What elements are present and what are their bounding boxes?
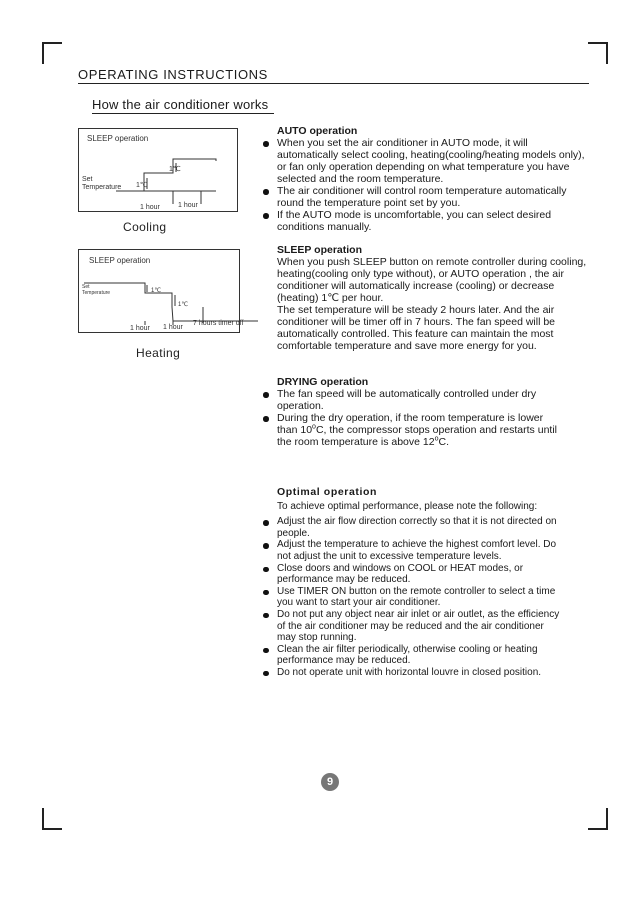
cooling-hour2-label: 1 hour [178, 202, 198, 209]
sleep-operation-text-2: The set temperature will be steady 2 hours later. And the air conditioner will be timer off in 7 hours. The fan speed will be automatically controlled. This feature can maintain the most comfortable temperature and save more energy for you. [277, 304, 556, 352]
optimal-tip-item: Adjust the temperature to achieve the highest comfort level. Do not adjust the unit to excessive temperature levels. [260, 539, 560, 562]
optimal-operation-section [260, 487, 560, 679]
auto-operation-bullet-3: If the AUTO mode is uncomfortable, you can select desired conditions manually. [260, 209, 590, 233]
cooling-sleep-graph [78, 128, 268, 218]
heating-step1-label: 1℃ [151, 288, 162, 294]
corner-mark-top-left [42, 42, 62, 64]
cooling-caption: Cooling [123, 220, 167, 234]
cooling-diagram [78, 128, 268, 238]
cooling-step1-label: 1℃ [136, 182, 148, 189]
heating-diagram [78, 249, 270, 365]
optimal-tip-item: Adjust the air flow direction correctly so that it is not directed on people. [260, 516, 560, 539]
corner-mark-top-right [588, 42, 608, 64]
heating-diagram-title: SLEEP operation [89, 256, 151, 265]
drying-text-part-c: C. [438, 436, 449, 448]
drying-text-part-a: During the dry operation, if the room temperature is lower than 10 [277, 412, 544, 436]
page-subtitle: How the air conditioner works [92, 97, 269, 112]
cooling-step2-label: 1℃ [169, 166, 181, 173]
heating-set-temp-label-line2: Temperature [82, 290, 111, 296]
heating-hour2-label: 1 hour [163, 324, 183, 331]
optimal-tip-item: Clean the air filter periodically, otherwise cooling or heating performance may be reduced. [260, 644, 560, 667]
optimal-operation-intro: To achieve optimal performance, please note the following: [277, 500, 538, 512]
cooling-diagram-title: SLEEP operation [87, 134, 149, 143]
subtitle-underline [92, 113, 274, 114]
section-title: OPERATING INSTRUCTIONS [78, 67, 268, 82]
drying-operation-bullet-1: The fan speed will be automatically controlled under dry operation. [260, 388, 560, 412]
cooling-hour1-label: 1 hour [140, 204, 160, 211]
optimal-tip-item: Do not operate unit with horizontal louvre in closed position. [260, 667, 560, 679]
heating-step2-label: 1℃ [178, 302, 189, 308]
heating-timer-off-label: 7 hours timer off [193, 320, 244, 327]
auto-operation-bullet-1: When you set the air conditioner in AUTO mode, it will automatically select cooling, heating(cooling/heating models only), or fan only operation depending on what temperature you have selected and the room temperature. [260, 137, 590, 185]
section-divider [78, 83, 589, 84]
optimal-tip-item: Use TIMER ON button on the remote controller to select a time you want to start your air conditioner. [260, 586, 560, 609]
corner-mark-bottom-right [588, 808, 608, 830]
auto-operation-bullet-2: The air conditioner will control room temperature automatically round the temperature point set by you. [260, 185, 590, 209]
optimal-operation-heading: Optimal operation [277, 486, 378, 498]
sleep-operation-text-1: When you push SLEEP button on remote controller during cooling, heating(cooling only type without), or AUTO operation , the air conditioner will automatically increase (cooling) or decrease (heating) 1℃ per hour. [277, 256, 587, 304]
heating-set-temp-label-line1: Set [82, 284, 90, 290]
auto-operation-heading: AUTO operation [277, 125, 358, 137]
degree-sign: o [312, 423, 316, 431]
degree-sign: o [434, 435, 439, 443]
heating-caption: Heating [136, 346, 181, 360]
corner-mark-bottom-left [42, 808, 62, 830]
drying-operation-section [260, 376, 560, 448]
cooling-set-temp-label-line1: Set [82, 176, 93, 183]
auto-operation-section [260, 125, 590, 233]
page-number-badge: 9 [321, 773, 339, 791]
drying-text-part-b: C, the compressor stops operation and restarts until the room temperature is above 12 [277, 424, 557, 448]
cooling-temperature-curve [116, 159, 216, 191]
cooling-set-temp-label-line2: Temperature [82, 184, 122, 191]
optimal-tip-item: Close doors and windows on COOL or HEAT modes, or performance may be reduced. [260, 563, 560, 586]
heating-hour1-label: 1 hour [130, 325, 150, 332]
optimal-tip-item: Do not put any object near air inlet or air outlet, as the efficiency of the air conditioner may be reduced and the air conditioner may stop running. [260, 609, 560, 644]
sleep-operation-heading: SLEEP operation [277, 244, 362, 256]
sleep-operation-section [260, 244, 590, 352]
drying-operation-bullet-2 [260, 412, 560, 448]
drying-operation-heading: DRYING operation [277, 376, 369, 388]
